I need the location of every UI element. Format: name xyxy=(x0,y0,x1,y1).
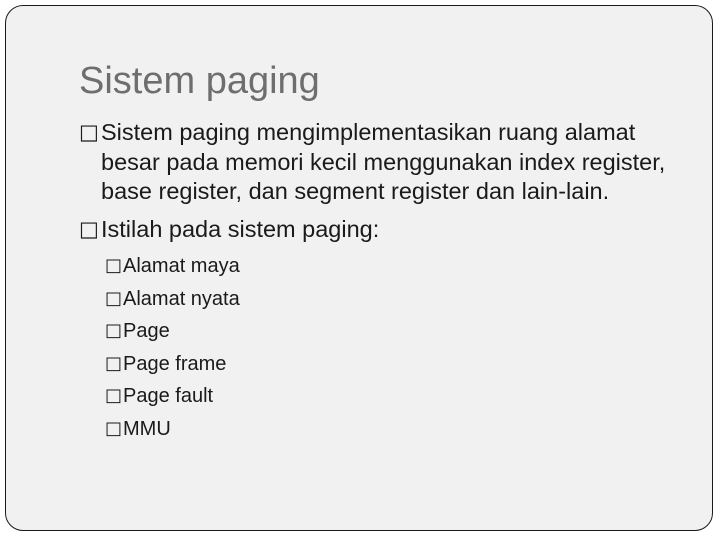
sub-bullet-text: MMU xyxy=(123,417,171,440)
bullet-box-icon: □ xyxy=(105,287,123,309)
bullet-box-icon: □ xyxy=(79,120,99,144)
bullet-box-icon: □ xyxy=(105,352,123,374)
sub-bullet-text: Alamat nyata xyxy=(123,287,240,310)
bullet-box-icon: □ xyxy=(105,417,123,439)
bullet-box-icon: □ xyxy=(105,385,123,407)
slide-title: Sistem paging xyxy=(79,60,320,102)
slide-body xyxy=(79,118,679,446)
bullet-box-icon: □ xyxy=(105,320,123,342)
sub-bullet-item xyxy=(105,315,679,348)
bullet-box-icon: □ xyxy=(105,255,123,276)
sub-bullet-text: Alamat maya xyxy=(123,255,240,277)
sub-bullet-item xyxy=(105,380,679,413)
sub-bullet-list xyxy=(105,250,679,446)
bullet-item xyxy=(79,118,679,207)
sub-bullet-text: Page fault xyxy=(123,385,214,408)
bullet-item xyxy=(79,215,679,245)
sub-bullet-text: Page xyxy=(123,320,170,343)
bullet-text: Istilah pada sistem paging: xyxy=(101,215,380,242)
sub-bullet-item xyxy=(105,413,679,446)
bullet-text: Sistem paging mengimplementasikan ruang alamat besar pada memori kecil menggunakan index register, base register, dan segment register dan lain-lain. xyxy=(101,119,666,204)
sub-bullet-item xyxy=(105,250,679,283)
bullet-box-icon: □ xyxy=(79,216,99,241)
sub-bullet-item xyxy=(105,348,679,381)
sub-bullet-item xyxy=(105,283,679,316)
sub-bullet-text: Page frame xyxy=(123,352,227,375)
